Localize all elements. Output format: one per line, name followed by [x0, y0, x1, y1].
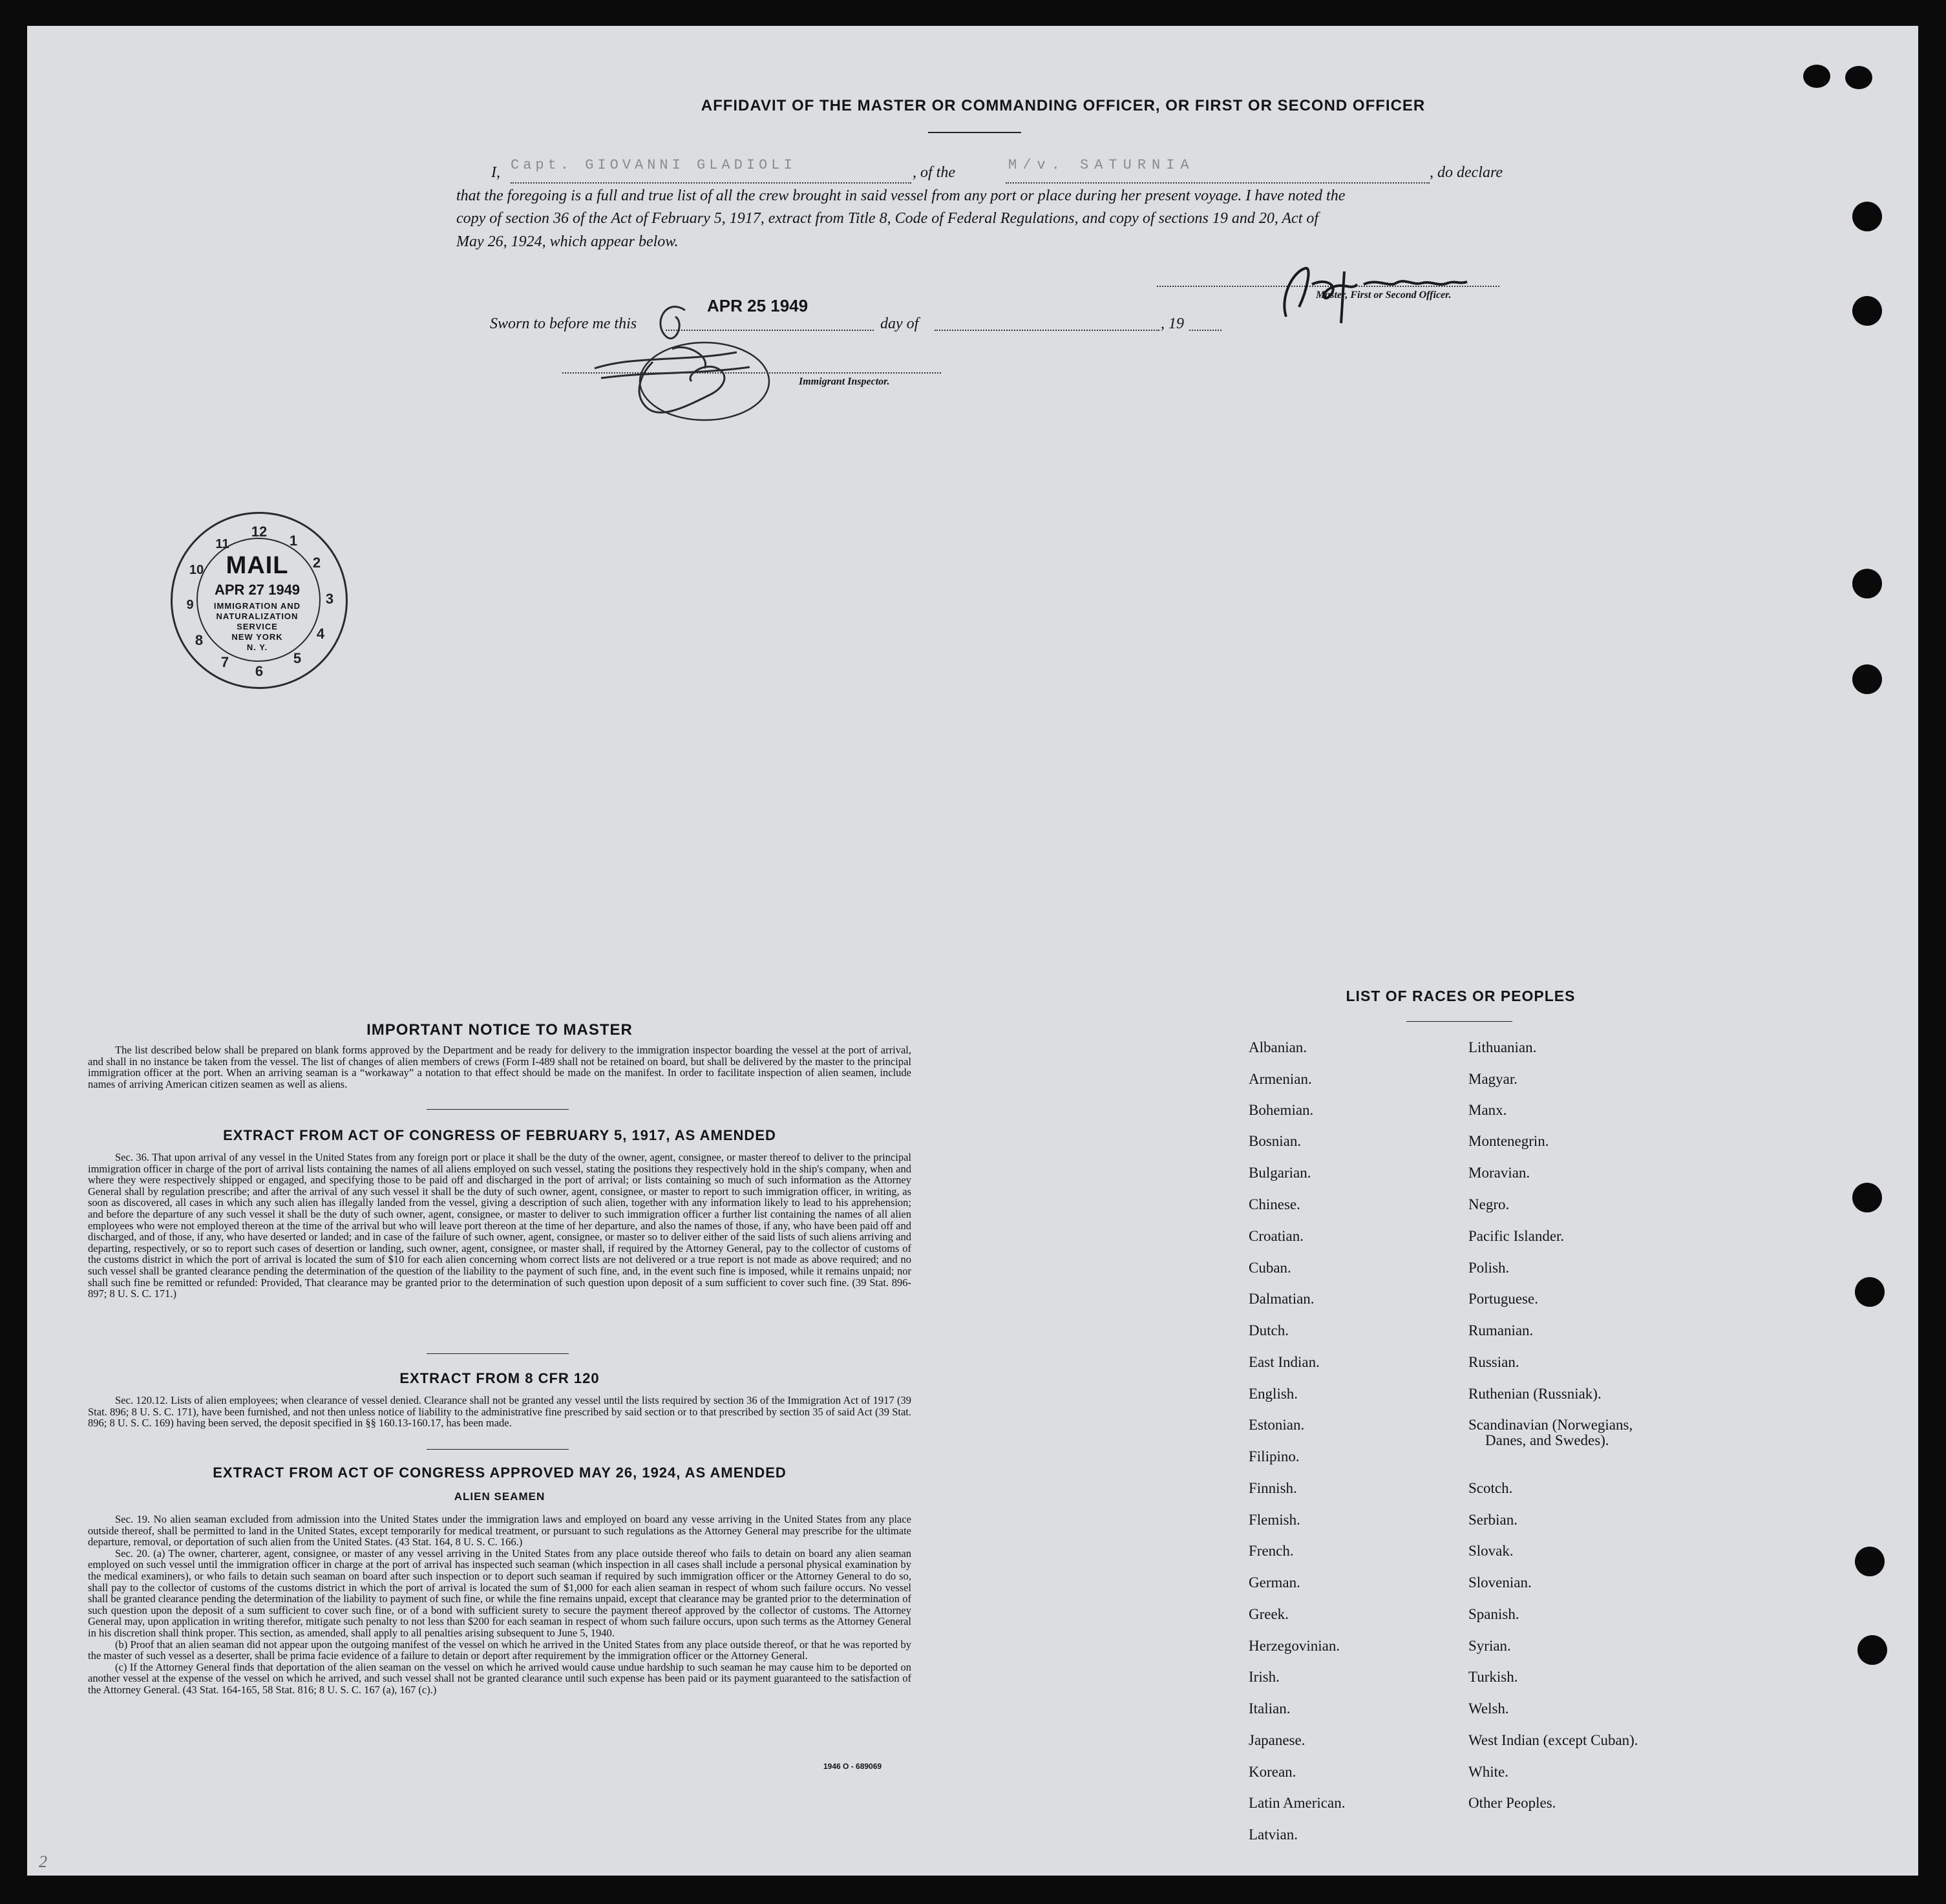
extract-1917-rule: [427, 1353, 569, 1354]
race-item: Herzegovinian.: [1249, 1638, 1340, 1654]
vessel-line: [1006, 182, 1430, 184]
extract-1924-title: EXTRACT FROM ACT OF CONGRESS APPROVED MAY 26, 1924, AS AMENDED: [213, 1465, 787, 1481]
ring-number: 10: [189, 563, 204, 577]
race-item: West Indian (except Cuban).: [1468, 1732, 1638, 1748]
ring-number: 8: [195, 632, 204, 648]
race-item: Polish.: [1468, 1260, 1510, 1276]
punch-hole: [1852, 569, 1882, 598]
stamp-line-2: NATURALIZATION: [216, 611, 299, 621]
race-item: Slovak.: [1468, 1543, 1514, 1559]
stamp-mail-word: MAIL: [226, 552, 289, 579]
sec-20a-paragraph: Sec. 20. (a) The owner, charterer, agent, consignee, or master of any vessel arriving in the United States from any place outside thereof who fails to detain on board any alien seaman employed on such vessel until the immigration officer in charge at the port of arrival has inspected such seaman (which inspection in all cases shall include a personal physical examination by the medical examiners), or who fails to detain such seaman on board after such inspection or to deport such seaman if required by such immigration officer or the Attorney General to do so, shall pay to the collector of customs of the customs district in which the port of arrival is located the sum of $1,000 for each alien seaman in respect of whom such failure occurs. No vessel shall be granted clearance pending the determination of the liability to payment of such fine, or while the fine remains unpaid, except that clearance may be granted prior to the determination of such question upon the deposit of a sum sufficient to cover such fine, or of a bond with sufficient surety to secure the payment thereof approved by the collector of customs. The Attorney General may, upon application in writing therefor, mitigate such penalty to not less than $200 for each seaman in respect of whom such failure occurs, upon such terms as the Attorney General in his discretion shall think proper. This section, as amended, shall apply to all penalties arising subsequent to June 5, 1940.: [88, 1547, 911, 1639]
race-item: Chinese.: [1249, 1196, 1300, 1212]
race-item: Lithuanian.: [1468, 1039, 1537, 1055]
punch-hole: [1852, 1183, 1882, 1212]
affidavit-title: AFFIDAVIT OF THE MASTER OR COMMANDING OFFICER, OR FIRST OR SECOND OFFICER: [701, 97, 1426, 114]
race-item: Flemish.: [1249, 1512, 1300, 1528]
race-item: Estonian.: [1249, 1417, 1305, 1433]
ring-number: 9: [186, 598, 194, 612]
ring-number: 6: [255, 663, 264, 679]
race-item: Spanish.: [1468, 1606, 1519, 1622]
race-item: Cuban.: [1249, 1260, 1291, 1276]
master-name: Capt. GIOVANNI GLADIOLI: [511, 157, 796, 173]
race-item: Bohemian.: [1249, 1102, 1314, 1118]
sec-20c-paragraph: (c) If the Attorney General finds that deportation of the alien seaman on the vessel on which he arrived would cause undue hardship to such seaman he may cause him to be deported on another vessel at the expense of the vessel on which he arrived, and such vessel shall not be granted clearance until such expense has been paid or its payment guaranteed to the satisfaction of the Attorney General. (43 Stat. 164-165, 58 Stat. 816; 8 U. S. C. 167 (a), 167 (c).): [88, 1660, 911, 1696]
race-item: Negro.: [1468, 1196, 1510, 1212]
punch-hole: [1855, 1547, 1885, 1576]
race-item: Bosnian.: [1249, 1133, 1302, 1149]
sec-19-paragraph: Sec. 19. No alien seaman excluded from admission into the United States under the immigration laws and employed on board any vesse arriving in the United States from any place outside thereof, shall be permitted to land in the United States, except temporarily for medical treatment, or pursuant to such regulations as the Attorney General may prescribe for the ultimate departure, removal, or deportation of such alien from the United States. (43 Stat. 164, 8 U. S. C. 166.): [88, 1513, 911, 1549]
race-item: German.: [1249, 1574, 1300, 1591]
punch-hole: [1852, 202, 1882, 231]
punch-hole: [1855, 1277, 1885, 1307]
race-item: Irish.: [1249, 1669, 1280, 1685]
notice-text: [88, 1044, 911, 1090]
extract-1924-text: [88, 1514, 911, 1696]
race-item: Scandinavian (Norwegians,: [1468, 1417, 1633, 1433]
affidavit-body-line-2: copy of section 36 of the Act of February 5, 1917, extract from Title 8, Code of Federal Regulations, and copy of sections 19 and 20, Act of: [456, 210, 1319, 227]
race-item: Portuguese.: [1468, 1291, 1538, 1307]
race-item: White.: [1468, 1764, 1508, 1780]
sworn-prefix: Sworn to before me this: [490, 315, 637, 332]
race-item: Filipino.: [1249, 1448, 1300, 1465]
race-item: Serbian.: [1468, 1512, 1518, 1528]
race-item: Turkish.: [1468, 1669, 1518, 1685]
extract-1917-text: [88, 1152, 911, 1300]
race-item: Moravian.: [1468, 1165, 1530, 1181]
race-item: Dalmatian.: [1249, 1291, 1315, 1307]
inspector-caption: Immigrant Inspector.: [799, 376, 890, 387]
cfr-text: [88, 1395, 911, 1429]
extract-1924-subtitle: ALIEN SEAMEN: [454, 1490, 545, 1503]
ring-number: 5: [293, 650, 302, 666]
margin-mark: 2: [39, 1852, 47, 1871]
races-title: LIST OF RACES OR PEOPLES: [1346, 988, 1576, 1004]
mail-stamp: [171, 512, 348, 689]
stamp-line-5: N. Y.: [246, 642, 268, 652]
cfr-paragraph: Sec. 120.12. Lists of alien employees; when clearance of vessel denied. Clearance shall not be granted any vessel until the lists required by section 36 of the Immigration Act of 1917 (39 Stat. 896; 8 U. S. C. 171), have been furnished, and not then unless notice of liability to the administrative fine prescribed by said section or to that prescribed by section 35 of said Act (39 Stat. 896; 8 U. S. C. 169) having been served, the deposit specified in §§ 160.13-160.17, has been made.: [88, 1394, 911, 1430]
race-item: Latin American.: [1249, 1795, 1346, 1811]
race-item: Korean.: [1249, 1764, 1296, 1780]
race-item: East Indian.: [1249, 1354, 1320, 1370]
extract-1917-paragraph: Sec. 36. That upon arrival of any vessel in the United States from any foreign port or place it shall be the duty of the owner, agent, consignee, or master thereof to deliver to the principal immigration officer in charge of the port of arrival lists containing the names of all aliens employed on such vessel, stating the positions they respectively hold in the ship's company, when and where they were respectively shipped or engaged, and specifying those to be paid off and discharged in the port of arrival; or lists containing so much of such information as the Attorney General shall by regulation prescribe; and after the arrival of any such vessel it shall be the duty of such owner, agent, consignee, or master to report to such immigration officer, in writing, as soon as discovered, all cases in which any such alien has illegally landed from the vessel, giving a description of such alien, together with any information likely to lead to his apprehension; and before the departure of any such vessel it shall be the duty of such owner, agent, consignee, or master to deliver to such immigration officer a further list containing the names of all alien employees who were not employed thereon at the time of the arrival but who will leave port thereon at the time of her departure, and also the names of those, if any, who have been paid off and discharged, and of those, if any, who have deserted or landed; and in case of the failure of such owner, agent, consignee, or master so to deliver either of the said lists of such aliens arriving and departing, respectively, or so to report such cases of desertion or landing, such owner, agent, consignee, or master shall, if required by the Attorney General, pay to the collector of customs of the customs district in which the port of arrival is located the sum of $10 for each alien concerning whom correct lists are not delivered or a true report is not made as above required; and no such vessel shall be granted clearance pending the determination of the question of the liability to the payment of such fine, and, in the event such fine is imposed, while it remains unpaid; nor shall such fine be remitted or refunded: Provided, That clearance may be granted prior to the determination of such question upon deposit of a sum sufficient to cover such fine. (39 Stat. 896-897; 8 U. S. C. 171.): [88, 1151, 911, 1300]
ring-number: 4: [316, 626, 325, 642]
ring-number: 12: [251, 524, 268, 540]
title-rule: [928, 132, 1021, 133]
inspector-signature: [556, 284, 788, 427]
race-item: Syrian.: [1468, 1638, 1511, 1654]
race-item: Welsh.: [1468, 1700, 1509, 1717]
race-item: Latvian.: [1249, 1826, 1298, 1843]
month-line: [935, 330, 1159, 331]
cfr-title: EXTRACT FROM 8 CFR 120: [399, 1370, 600, 1386]
race-item: Croatian.: [1249, 1228, 1304, 1244]
sworn-date-stamp: APR 25 1949: [707, 296, 809, 315]
races-rule: [1406, 1021, 1512, 1022]
punch-hole: [1852, 664, 1882, 694]
ring-number: 11: [215, 537, 229, 551]
race-item: Greek.: [1249, 1606, 1289, 1622]
notice-paragraph: The list described below shall be prepared on blank forms approved by the Department and be ready for delivery to the immigration inspector boarding the vessel at the port of arrival, and shall in no instance be taken from the vessel. The list of changes of alien members of crews (Form I-489 shall not be retained on board, but shall be delivered by the master to the principal immigration officer at the port. When an arriving seaman is a “workaway” a notation to that effect should be made on the manifest. In order to facilitate inspection of alien seamen, include names of arriving American citizen seamen as well as aliens.: [88, 1044, 911, 1090]
race-item: Italian.: [1249, 1700, 1291, 1717]
ring-number: 7: [220, 654, 229, 670]
race-item: Armenian.: [1249, 1071, 1312, 1087]
punch-hole: [1852, 296, 1882, 326]
officer-caption: Master, First or Second Officer.: [1316, 290, 1452, 301]
year-line: [1189, 330, 1222, 331]
stamp-line-3: SERVICE: [237, 622, 278, 631]
race-item-continuation: Danes, and Swedes).: [1485, 1432, 1609, 1448]
race-item: Slovenian.: [1468, 1574, 1532, 1591]
race-item: Manx.: [1468, 1102, 1507, 1118]
stamp-ring-numbers: [171, 512, 348, 689]
race-item: Russian.: [1468, 1354, 1519, 1370]
year-prefix: , 19: [1161, 315, 1184, 332]
inspector-signature-line: [562, 372, 941, 374]
punch-hole: [1803, 65, 1830, 88]
sec-20b-paragraph: (b) Proof that an alien seaman did not appear upon the outgoing manifest of the vessel on which he arrived in the United States from any place outside thereof, or that he was reported by the master of such vessel as a deserter, shall be prima facie evidence of a failure to detain or deport after requirement by the immigration officer or the Attorney General.: [88, 1638, 911, 1662]
race-item: Other Peoples.: [1468, 1795, 1556, 1811]
ring-number: 1: [289, 533, 298, 549]
notice-rule: [427, 1109, 569, 1110]
print-code: 1946 O - 689069: [823, 1762, 882, 1771]
race-item: French.: [1249, 1543, 1294, 1559]
race-item: Magyar.: [1468, 1071, 1518, 1087]
race-item: Finnish.: [1249, 1480, 1297, 1496]
race-item: Albanian.: [1249, 1039, 1307, 1055]
stamp-date: APR 27 1949: [214, 582, 301, 598]
race-item: Ruthenian (Russniak).: [1468, 1386, 1602, 1402]
stamp-line-1: IMMIGRATION AND: [213, 601, 301, 611]
name-line: [511, 182, 911, 184]
punch-hole: [1845, 66, 1872, 89]
declare-prefix: I,: [491, 164, 500, 181]
race-item: Japanese.: [1249, 1732, 1306, 1748]
race-item: Montenegrin.: [1468, 1133, 1549, 1149]
notice-title: IMPORTANT NOTICE TO MASTER: [366, 1021, 633, 1039]
extract-1917-title: EXTRACT FROM ACT OF CONGRESS OF FEBRUARY 5, 1917, AS AMENDED: [223, 1127, 776, 1143]
race-item: Rumanian.: [1468, 1322, 1534, 1338]
affidavit-body-line-3: May 26, 1924, which appear below.: [456, 233, 679, 250]
do-declare-text: , do declare: [1430, 164, 1503, 181]
race-item: Scotch.: [1468, 1480, 1513, 1496]
vessel-name: M/v. SATURNIA: [1008, 157, 1195, 173]
affidavit-body-line-1: that the foregoing is a full and true list of all the crew brought in said vessel from any port or place during her present voyage. I have noted the: [456, 187, 1346, 204]
race-item: English.: [1249, 1386, 1298, 1402]
ring-number: 3: [325, 591, 334, 607]
punch-hole: [1857, 1635, 1887, 1665]
ring-number: 2: [312, 555, 321, 571]
race-item: Pacific Islander.: [1468, 1228, 1565, 1244]
race-item: Bulgarian.: [1249, 1165, 1311, 1181]
cfr-rule: [427, 1449, 569, 1450]
stamp-line-4: NEW YORK: [231, 632, 283, 642]
of-the-text: , of the: [913, 164, 955, 181]
day-of-text: day of: [880, 315, 919, 332]
race-item: Dutch.: [1249, 1322, 1289, 1338]
